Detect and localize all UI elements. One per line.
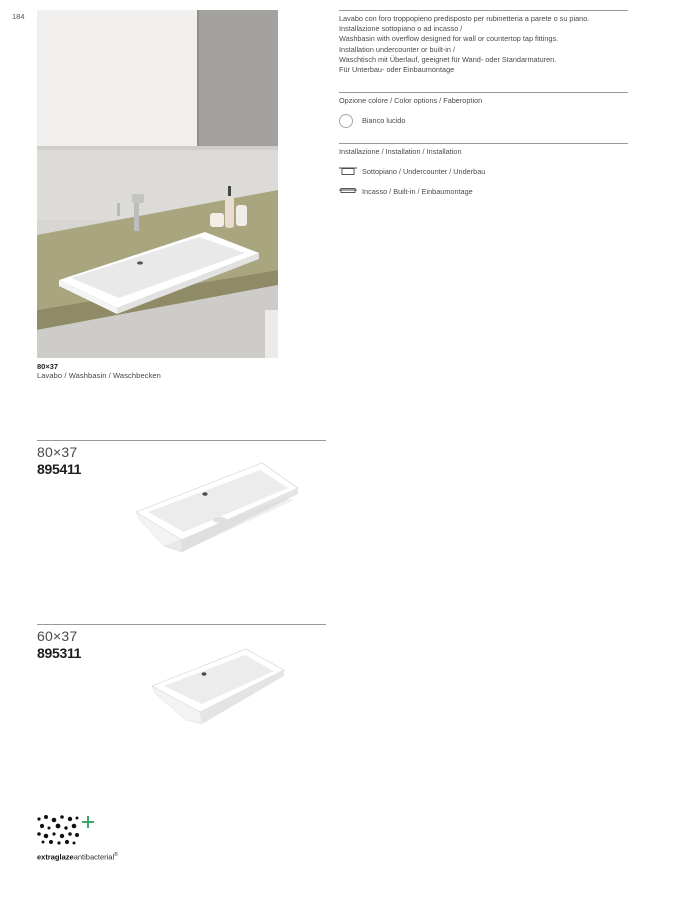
color-swatch-white <box>339 114 353 128</box>
extraglaze-logo-text <box>37 852 118 862</box>
description-line: Lavabo con foro troppopieno predisposto per rubinetteria a parete o su piano. <box>339 14 590 23</box>
description-line: Installation undercounter or built-in / <box>339 44 456 54</box>
logo-registered-mark: ® <box>114 852 118 858</box>
photo-caption-name: Lavabo / Washbasin / Waschbecken <box>37 371 161 380</box>
product-description <box>339 14 629 75</box>
logo-brand-regular: antibacterial <box>73 852 115 862</box>
installation-title: Installazione / Installation / Installation <box>339 147 462 156</box>
installation-option-undercounter: Sottopiano / Undercounter / Underbau <box>362 167 486 176</box>
built-in-icon <box>339 186 357 196</box>
product-code: 895311 <box>37 645 82 661</box>
color-options-title: Opzione colore / Color options / Faberoption <box>339 96 483 105</box>
color-option-label: Bianco lucido <box>362 116 406 125</box>
description-line: Washbasin with overflow designed for wall or countertop tap fittings. <box>339 34 559 44</box>
product-size: 80×37 <box>37 444 78 460</box>
logo-brand-bold: extraglaze <box>37 852 74 862</box>
description-line: Für Unterbau- oder Einbaumontage <box>339 65 455 75</box>
installation-option-built-in: Incasso / Built-in / Einbaumontage <box>362 187 473 196</box>
photo-caption-size: 80×37 <box>37 362 59 371</box>
description-line: Installazione sottopiano o ad incasso / <box>339 24 463 34</box>
description-divider <box>339 10 628 11</box>
product-code: 895411 <box>37 461 82 477</box>
extraglaze-logo-icon <box>36 814 98 846</box>
description-line: Waschtisch mit Überlauf, geeignet für Wand- oder Standarmaturen. <box>339 54 557 64</box>
product-divider <box>37 624 326 625</box>
product-size: 60×37 <box>37 628 78 644</box>
washbasin-80x37-image <box>134 460 302 556</box>
washbasin-60x37-image <box>150 646 288 728</box>
color-options-divider <box>339 92 628 93</box>
page-number: 184 <box>12 12 25 21</box>
product-divider <box>37 440 326 441</box>
product-photo <box>37 10 278 358</box>
installation-divider <box>339 143 628 144</box>
undercounter-icon <box>339 166 357 176</box>
